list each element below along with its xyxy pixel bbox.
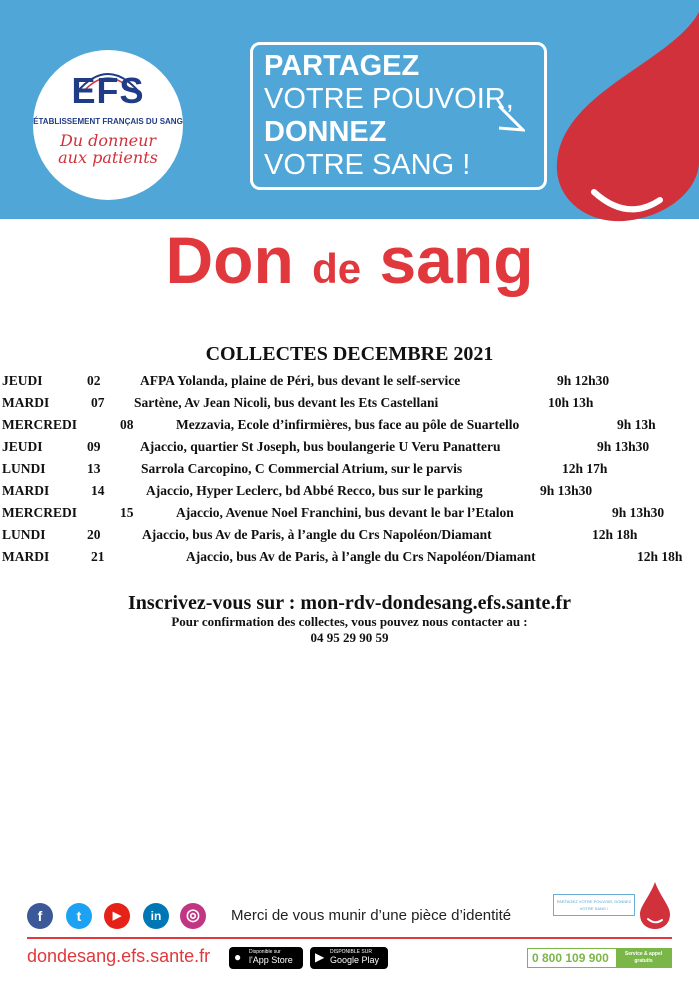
row-date: 02 — [87, 373, 101, 388]
row-hours: 9h 13h30 — [612, 505, 665, 520]
row-date: 14 — [91, 483, 105, 498]
id-reminder: Merci de vous munir d’une pièce d’identité — [231, 907, 512, 924]
collectes-heading: COLLECTES DECEMBRE 2021 — [205, 343, 494, 365]
appstore-label: l'App Store — [249, 955, 293, 965]
row-day: LUNDI — [2, 461, 46, 476]
twitter-icon[interactable]: t — [66, 903, 92, 929]
row-hours: 9h 13h30 — [540, 483, 593, 498]
collecte-row — [0, 526, 699, 548]
row-hours: 10h 13h — [548, 395, 594, 410]
slogan-line-3: DONNEZ — [264, 116, 387, 148]
row-hours: 12h 18h — [637, 549, 683, 564]
confirm-text: Pour confirmation des collectes, vous pouvez nous contacter au : — [171, 614, 528, 629]
mini-slogan-card: PARTAGEZ VOTRE POUVOIR, DONNEZ VOTRE SANG ! — [553, 894, 635, 916]
row-hours: 9h 12h30 — [557, 373, 610, 388]
contact-phone: 04 95 29 90 59 — [310, 630, 389, 645]
logo-tagline-2: aux patients — [58, 148, 158, 167]
collecte-row — [0, 394, 699, 416]
slogan-line-2: VOTRE POUVOIR, — [264, 83, 514, 115]
googleplay-small: DISPONIBLE SUR — [330, 949, 372, 955]
slogan-text — [264, 50, 514, 182]
linkedin-icon[interactable]: in — [143, 903, 169, 929]
toll-free-number[interactable] — [527, 948, 672, 968]
row-hours: 12h 17h — [562, 461, 608, 476]
logo-subtitle: ÉTABLISSEMENT FRANÇAIS DU SANG — [33, 117, 183, 126]
row-place: Ajaccio, Hyper Leclerc, bd Abbé Recco, bus sur le parking — [146, 483, 483, 498]
row-hours: 12h 18h — [592, 527, 638, 542]
appstore-small: Disponible sur — [249, 949, 281, 955]
free-service-badge: Service & appel gratuits — [616, 949, 671, 967]
row-place: Ajaccio, quartier St Joseph, bus boulangerie U Veru Panatteru — [140, 439, 501, 454]
row-place: Mezzavia, Ecole d’infirmières, bus face au pôle de Suartello — [176, 417, 520, 432]
google-play-badge[interactable] — [310, 947, 388, 969]
row-place: AFPA Yolanda, plaine de Péri, bus devant le self-service — [140, 373, 461, 388]
title-don: Don — [165, 223, 294, 297]
row-date: 13 — [87, 461, 101, 476]
row-date: 21 — [91, 549, 105, 564]
row-hours: 9h 13h30 — [597, 439, 650, 454]
row-place: Ajaccio, bus Av de Paris, à l’angle du Crs Napoléon/Diamant — [142, 527, 492, 542]
app-store-badge[interactable] — [229, 947, 303, 969]
facebook-icon[interactable]: f — [27, 903, 53, 929]
collecte-row — [0, 372, 699, 394]
confirmation-note — [0, 614, 699, 646]
collecte-row — [0, 504, 699, 526]
row-date: 07 — [91, 395, 105, 410]
row-place: Ajaccio, Avenue Noel Franchini, bus devant le bar l’Etalon — [176, 505, 514, 520]
apple-icon: ● — [234, 950, 242, 964]
logo-tagline — [33, 132, 183, 166]
row-day: MARDI — [2, 395, 50, 410]
mini-blood-drop-icon — [638, 882, 672, 930]
row-hours: 9h 13h — [617, 417, 656, 432]
row-day: JEUDI — [2, 373, 43, 388]
blood-drop-icon — [552, 12, 699, 222]
footer — [0, 870, 699, 981]
row-place: Sarrola Carcopino, C Commercial Atrium, sur le parvis — [141, 461, 463, 476]
row-date: 20 — [87, 527, 101, 542]
collecte-row — [0, 482, 699, 504]
row-day: MERCREDI — [2, 505, 78, 520]
row-day: MERCREDI — [2, 417, 78, 432]
collecte-row — [0, 460, 699, 482]
logo-efs-text: EFS — [71, 70, 145, 111]
row-day: JEUDI — [2, 439, 43, 454]
title-de: de — [312, 245, 362, 292]
youtube-icon[interactable]: ▶ — [104, 903, 130, 929]
play-icon: ▶ — [315, 950, 325, 964]
title-sang: sang — [379, 223, 534, 297]
signup-link[interactable]: Inscrivez-vous sur : mon-rdv-dondesang.efs.sante.fr — [128, 592, 571, 614]
slogan-line-1: PARTAGEZ — [264, 50, 420, 82]
collecte-row — [0, 548, 699, 570]
website-link[interactable]: dondesang.efs.sante.fr — [27, 946, 211, 966]
row-date: 09 — [87, 439, 101, 454]
row-day: MARDI — [2, 549, 50, 564]
row-place: Sartène, Av Jean Nicoli, bus devant les Ets Castellani — [134, 395, 439, 410]
row-date: 08 — [120, 417, 134, 432]
logo-tagline-1: Du donneur — [59, 131, 157, 150]
row-place: Ajaccio, bus Av de Paris, à l’angle du Crs Napoléon/Diamant — [186, 549, 536, 564]
row-day: LUNDI — [2, 527, 46, 542]
googleplay-label: Google Play — [330, 955, 380, 965]
collectes-list — [0, 372, 699, 570]
toll-free-text: 0 800 109 900 — [532, 951, 609, 965]
slogan-line-4: VOTRE SANG ! — [264, 149, 471, 181]
header-banner — [0, 0, 699, 219]
row-date: 15 — [120, 505, 134, 520]
collecte-row — [0, 438, 699, 460]
collecte-row — [0, 416, 699, 438]
page-title — [0, 220, 699, 309]
row-day: MARDI — [2, 483, 50, 498]
footer-divider — [27, 937, 672, 939]
instagram-icon[interactable]: ◎ — [180, 903, 206, 929]
efs-logo — [33, 50, 183, 200]
